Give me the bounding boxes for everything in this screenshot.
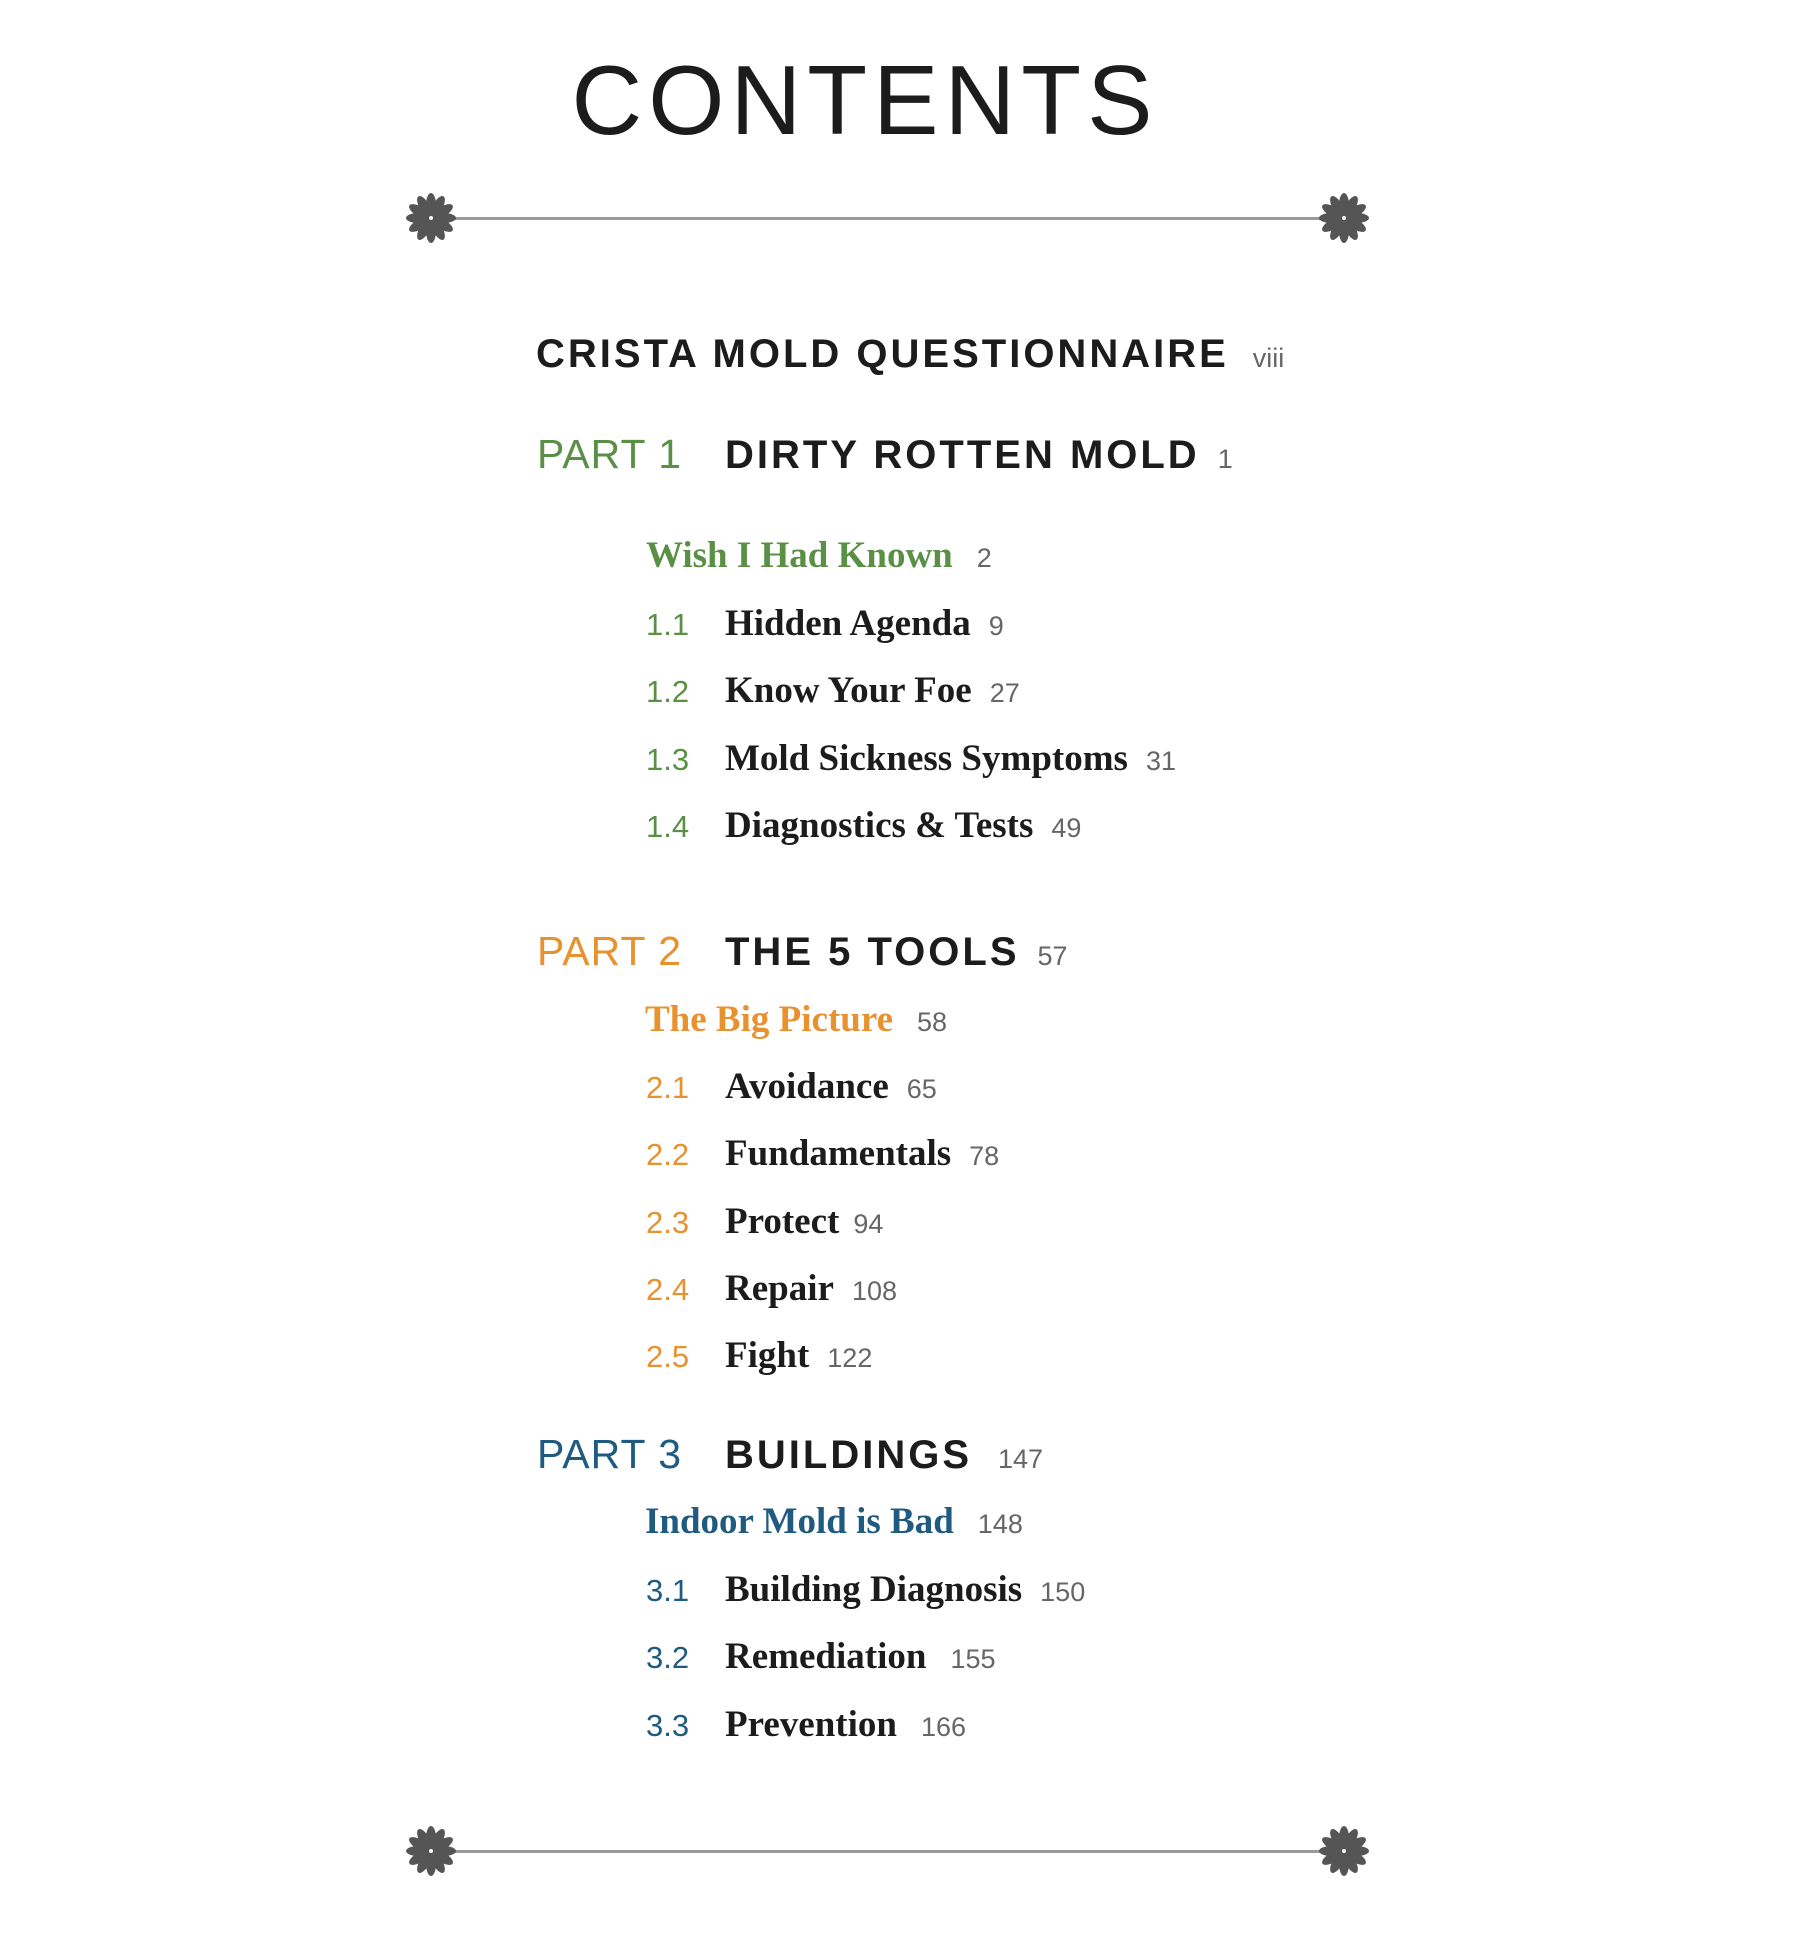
page-title: CONTENTS bbox=[571, 45, 1159, 155]
page-number: 27 bbox=[989, 678, 1020, 708]
page-number: 155 bbox=[950, 1644, 996, 1674]
page-number: 78 bbox=[969, 1141, 1000, 1171]
part-label: PART 2 bbox=[537, 928, 683, 974]
flower-ornament-icon bbox=[1318, 192, 1370, 244]
toc-chapter[interactable] bbox=[646, 666, 1020, 716]
flower-ornament-icon bbox=[405, 192, 457, 244]
toc-part-1[interactable] bbox=[537, 429, 1233, 479]
toc-chapter[interactable] bbox=[646, 801, 1081, 851]
chapter-title: Hidden Agenda bbox=[725, 603, 971, 644]
page-number: 108 bbox=[851, 1276, 897, 1306]
chapter-title: Prevention bbox=[725, 1704, 897, 1745]
page-number: 9 bbox=[988, 611, 1004, 641]
chapter-number: 1.4 bbox=[646, 809, 690, 844]
intro-title: The Big Picture bbox=[645, 999, 894, 1040]
flower-center bbox=[1342, 216, 1346, 220]
part-title: DIRTY ROTTEN MOLD bbox=[725, 433, 1200, 477]
toc-chapter[interactable] bbox=[646, 1565, 1085, 1615]
chapter-number: 1.3 bbox=[646, 742, 690, 777]
part-title: BUILDINGS bbox=[725, 1433, 972, 1477]
intro-title: Indoor Mold is Bad bbox=[645, 1501, 954, 1542]
toc-chapter[interactable] bbox=[646, 1129, 999, 1179]
toc-chapter[interactable] bbox=[646, 1062, 937, 1112]
chapter-number: 1.1 bbox=[646, 607, 690, 642]
page-number: 49 bbox=[1051, 813, 1082, 843]
toc-intro[interactable] bbox=[645, 995, 947, 1045]
top-divider bbox=[420, 217, 1350, 220]
page-number: 122 bbox=[827, 1343, 873, 1373]
intro-title: Wish I Had Known bbox=[646, 535, 953, 576]
part-label: PART 1 bbox=[537, 431, 683, 477]
part-label: PART 3 bbox=[537, 1431, 683, 1477]
chapter-title: Remediation bbox=[725, 1636, 927, 1677]
toc-chapter[interactable] bbox=[646, 1700, 966, 1750]
page-number: viii bbox=[1252, 343, 1285, 373]
toc-part-3[interactable] bbox=[537, 1429, 1043, 1479]
chapter-title: Protect bbox=[725, 1201, 840, 1242]
chapter-number: 3.1 bbox=[646, 1573, 690, 1608]
chapter-title: Diagnostics & Tests bbox=[725, 805, 1034, 846]
chapter-title: Repair bbox=[725, 1268, 834, 1309]
chapter-number: 2.2 bbox=[646, 1137, 690, 1172]
toc-chapter[interactable] bbox=[646, 599, 1004, 649]
chapter-number: 2.4 bbox=[646, 1272, 690, 1307]
toc-chapter[interactable] bbox=[646, 1331, 872, 1381]
page-number: 1 bbox=[1217, 444, 1233, 474]
toc-chapter[interactable] bbox=[646, 1264, 897, 1314]
toc-intro[interactable] bbox=[646, 531, 992, 581]
chapter-title: Fight bbox=[725, 1335, 810, 1376]
page-number: 148 bbox=[977, 1509, 1023, 1539]
page-number: 147 bbox=[998, 1444, 1044, 1474]
flower-ornament-icon bbox=[1318, 1825, 1370, 1877]
page-number: 58 bbox=[917, 1007, 948, 1037]
chapter-number: 2.5 bbox=[646, 1339, 690, 1374]
chapter-title: Building Diagnosis bbox=[725, 1569, 1023, 1610]
toc-intro[interactable] bbox=[645, 1497, 1023, 1547]
page-number: 94 bbox=[853, 1209, 884, 1239]
flower-center bbox=[1342, 1849, 1346, 1853]
questionnaire-title: CRISTA MOLD QUESTIONNAIRE bbox=[536, 332, 1229, 376]
chapter-title: Know Your Foe bbox=[725, 670, 972, 711]
chapter-number: 3.2 bbox=[646, 1640, 690, 1675]
page-number: 166 bbox=[920, 1712, 967, 1742]
flower-center bbox=[429, 1849, 433, 1853]
chapter-number: 2.1 bbox=[646, 1070, 690, 1105]
chapter-number: 2.3 bbox=[646, 1205, 690, 1240]
toc-part-2[interactable] bbox=[537, 926, 1068, 976]
page-number: 31 bbox=[1145, 746, 1176, 776]
toc-chapter[interactable] bbox=[646, 1197, 883, 1247]
toc-chapter[interactable] bbox=[646, 734, 1176, 784]
chapter-title: Mold Sickness Symptoms bbox=[725, 738, 1128, 779]
part-title: THE 5 TOOLS bbox=[725, 930, 1020, 974]
page-number: 65 bbox=[906, 1074, 937, 1104]
toc-entry-questionnaire[interactable] bbox=[536, 329, 1284, 379]
chapter-number: 3.3 bbox=[646, 1708, 690, 1743]
chapter-number: 1.2 bbox=[646, 674, 690, 709]
page-number: 2 bbox=[976, 543, 992, 573]
flower-center bbox=[429, 216, 433, 220]
flower-ornament-icon bbox=[405, 1825, 457, 1877]
page-number: 57 bbox=[1037, 941, 1068, 971]
chapter-title: Fundamentals bbox=[725, 1133, 952, 1174]
bottom-divider bbox=[420, 1850, 1350, 1853]
page-number: 150 bbox=[1040, 1577, 1086, 1607]
chapter-title: Avoidance bbox=[725, 1066, 889, 1107]
toc-chapter[interactable] bbox=[646, 1632, 996, 1682]
